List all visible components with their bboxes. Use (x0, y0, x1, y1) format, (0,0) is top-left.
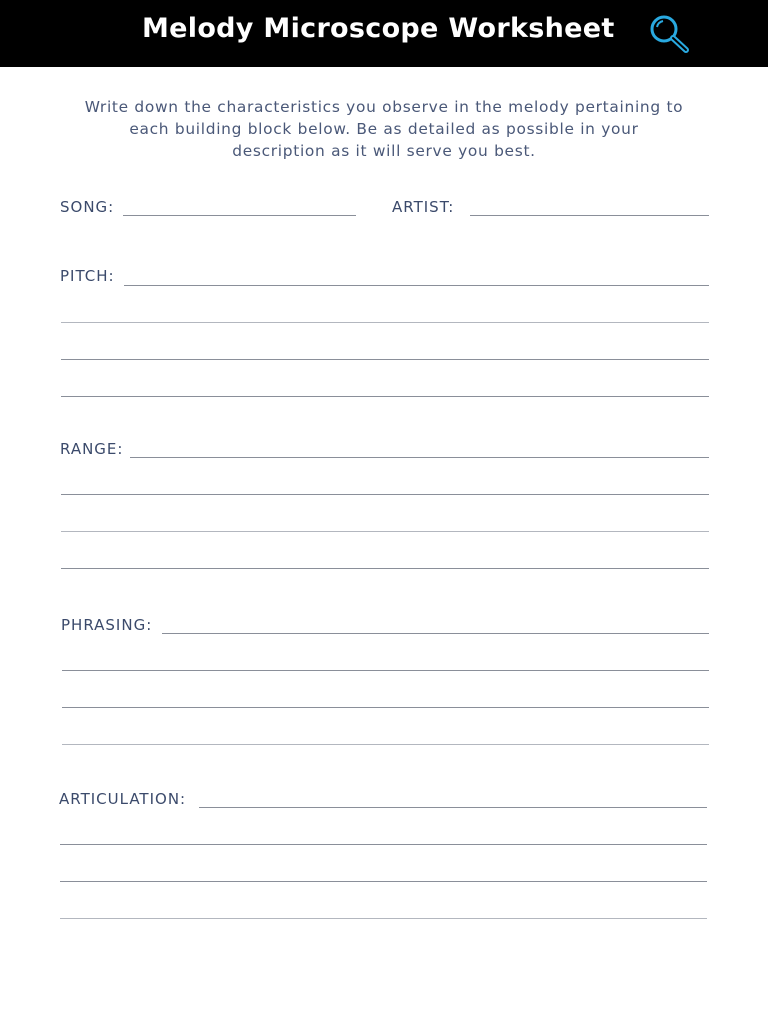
phrasing-field[interactable] (162, 633, 709, 634)
magnifying-glass-icon (648, 13, 692, 55)
artist-field[interactable] (470, 215, 709, 216)
range-field[interactable] (130, 457, 709, 458)
song-field[interactable] (123, 215, 356, 216)
instructions-text: Write down the characteristics you observe in the melody pertaining to each building block below. Be as detailed as possible in your description as it will serve you best. (84, 98, 684, 160)
range-line-1[interactable] (61, 494, 709, 495)
phrasing-line-1[interactable] (62, 670, 709, 671)
phrasing-label: PHRASING: (61, 616, 153, 634)
articulation-line-2[interactable] (60, 881, 707, 882)
articulation-line-3[interactable] (60, 918, 707, 919)
pitch-field[interactable] (124, 285, 709, 286)
artist-label: ARTIST: (392, 198, 455, 216)
phrasing-line-2[interactable] (62, 707, 709, 708)
pitch-line-3[interactable] (61, 396, 709, 397)
phrasing-line-3[interactable] (62, 744, 709, 745)
pitch-label: PITCH: (60, 267, 115, 285)
song-label: SONG: (60, 198, 115, 216)
pitch-line-1[interactable] (61, 322, 709, 323)
range-line-3[interactable] (61, 568, 709, 569)
articulation-label: ARTICULATION: (59, 790, 187, 808)
header-bar (0, 0, 768, 67)
pitch-line-2[interactable] (61, 359, 709, 360)
range-line-2[interactable] (61, 531, 709, 532)
articulation-line-1[interactable] (60, 844, 707, 845)
articulation-field[interactable] (199, 807, 707, 808)
worksheet-title: Melody Microscope Worksheet (142, 13, 615, 44)
range-label: RANGE: (60, 440, 124, 458)
